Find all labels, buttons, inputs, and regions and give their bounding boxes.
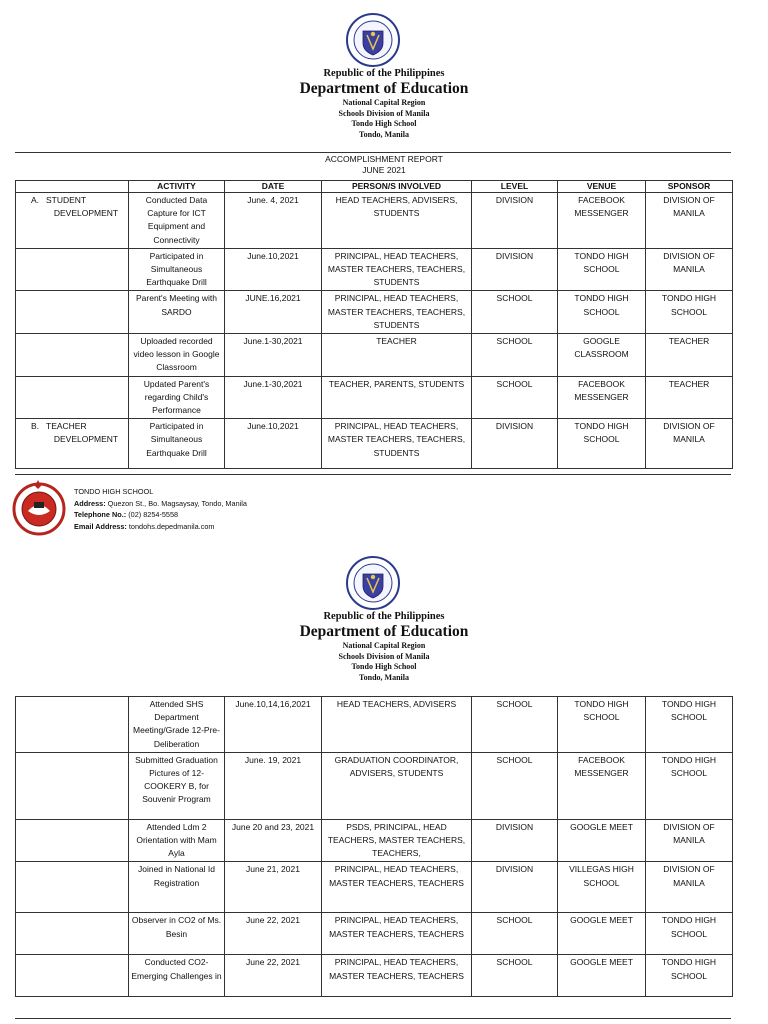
cell-date: June.10,14,16,2021 [225, 697, 322, 753]
cell-sponsor: TONDO HIGH SCHOOL [646, 752, 733, 819]
division-line: Schools Division of Manila [338, 651, 430, 661]
cell-persons: HEAD TEACHERS, ADVISERS, STUDENTS [322, 193, 472, 249]
table-row [16, 819, 733, 862]
cell-persons: PSDS, PRINCIPAL, HEAD TEACHERS, MASTER TEACHERS, TEACHERS, [322, 819, 472, 862]
cell-level: DIVISION [472, 862, 558, 913]
cell-persons: PRINCIPAL, HEAD TEACHERS, MASTER TEACHERS, TEACHERS [322, 913, 472, 955]
cell-date: June.10,2021 [225, 248, 322, 291]
accomplishment-table-page1 [15, 180, 733, 469]
category-letter: B. [30, 421, 40, 432]
cell-persons: TEACHER [322, 334, 472, 377]
cell-level: SCHOOL [472, 334, 558, 377]
deped-seal-logo [346, 13, 400, 67]
cell-persons: PRINCIPAL, HEAD TEACHERS, MASTER TEACHERS, TEACHERS [322, 955, 472, 997]
department-title: Department of Education [299, 80, 469, 97]
cell-venue: FACEBOOK MESSENGER [558, 752, 646, 819]
cell-date: June. 4, 2021 [225, 193, 322, 249]
cell-activity: Observer in CO2 of Ms. Besin [129, 913, 225, 955]
table-row [16, 193, 733, 249]
cell-level: SCHOOL [472, 913, 558, 955]
header-category [16, 181, 129, 193]
cell-date: June 21, 2021 [225, 862, 322, 913]
cell-category [16, 913, 129, 955]
header-sponsor: SPONSOR [646, 181, 733, 193]
cell-activity: Attended SHS Department Meeting/Grade 12-Pre-Deliberation [129, 697, 225, 753]
cell-venue: FACEBOOK MESSENGER [558, 376, 646, 419]
cell-category [16, 862, 129, 913]
address-label: Address: [74, 498, 106, 508]
cell-sponsor: TEACHER [646, 334, 733, 377]
cell-category [16, 697, 129, 753]
tondo-high-school-logo [10, 478, 68, 536]
cell-level: DIVISION [472, 419, 558, 469]
footer-contact-info [74, 486, 247, 532]
cell-venue: GOOGLE MEET [558, 913, 646, 955]
cell-activity: Joined in National Id Registration [129, 862, 225, 913]
cell-level: DIVISION [472, 193, 558, 249]
cell-category [16, 334, 129, 377]
cell-persons: HEAD TEACHERS, ADVISERS [322, 697, 472, 753]
table-row [16, 862, 733, 913]
deped-seal-logo [346, 556, 400, 610]
table-row [16, 376, 733, 419]
header-divider [15, 152, 731, 153]
city-line: Tondo, Manila [359, 672, 409, 682]
cell-activity: Parent's Meeting with SARDO [129, 291, 225, 334]
cell-sponsor: DIVISION OF MANILA [646, 419, 733, 469]
table-row [16, 291, 733, 334]
email-label: Email Address: [74, 521, 127, 531]
table-row [16, 419, 733, 469]
report-title-block [0, 154, 768, 176]
cell-date: June. 19, 2021 [225, 752, 322, 819]
header-level: LEVEL [472, 181, 558, 193]
cell-activity: Submitted Graduation Pictures of 12-COOKERY B, for Souvenir Program [129, 752, 225, 819]
cell-category [16, 955, 129, 997]
letterhead [0, 68, 768, 140]
cell-level: SCHOOL [472, 376, 558, 419]
category-student-development [16, 193, 129, 249]
report-title: ACCOMPLISHMENT REPORT [325, 154, 443, 164]
city-line: Tondo, Manila [359, 129, 409, 139]
table-row [16, 334, 733, 377]
region-line: National Capital Region [342, 641, 426, 650]
cell-venue: VILLEGAS HIGH SCHOOL [558, 862, 646, 913]
page2-footer-divider [15, 1018, 731, 1019]
cell-date: JUNE.16,2021 [225, 291, 322, 334]
cell-sponsor: TONDO HIGH SCHOOL [646, 913, 733, 955]
header-venue: VENUE [558, 181, 646, 193]
cell-sponsor: TONDO HIGH SCHOOL [646, 955, 733, 997]
table-row [16, 913, 733, 955]
cell-venue: GOOGLE MEET [558, 819, 646, 862]
cell-sponsor: TONDO HIGH SCHOOL [646, 697, 733, 753]
footer-school-name: TONDO HIGH SCHOOL [74, 487, 154, 496]
header-persons: PERSON/S INVOLVED [322, 181, 472, 193]
cell-sponsor: DIVISION OF MANILA [646, 193, 733, 249]
cell-persons: PRINCIPAL, HEAD TEACHERS, MASTER TEACHERS, TEACHERS, STUDENTS [322, 291, 472, 334]
cell-persons: GRADUATION COORDINATOR, ADVISERS, STUDENTS [322, 752, 472, 819]
republic-line: Republic of the Philippines [323, 611, 445, 622]
cell-sponsor: DIVISION OF MANILA [646, 248, 733, 291]
cell-date: June.1-30,2021 [225, 376, 322, 419]
cell-venue: TONDO HIGH SCHOOL [558, 697, 646, 753]
header-activity: ACTIVITY [129, 181, 225, 193]
table-row [16, 697, 733, 753]
cell-sponsor: DIVISION OF MANILA [646, 862, 733, 913]
cell-date: June.10,2021 [225, 419, 322, 469]
footer-address: Quezon St., Bo. Magsaysay, Tondo, Manila [107, 498, 247, 508]
cell-activity: Conducted CO2-Emerging Challenges in [129, 955, 225, 997]
table-row [16, 248, 733, 291]
cell-level: DIVISION [472, 248, 558, 291]
cell-persons: PRINCIPAL, HEAD TEACHERS, MASTER TEACHERS, TEACHERS [322, 862, 472, 913]
cell-venue: TONDO HIGH SCHOOL [558, 248, 646, 291]
department-title: Department of Education [299, 623, 469, 640]
cell-activity: Attended Ldm 2 Orientation with Mam Ayla [129, 819, 225, 862]
cell-date: June 20 and 23, 2021 [225, 819, 322, 862]
cell-persons: PRINCIPAL, HEAD TEACHERS, MASTER TEACHERS, TEACHERS, STUDENTS [322, 419, 472, 469]
region-line: National Capital Region [342, 98, 426, 107]
republic-line: Republic of the Philippines [323, 68, 445, 79]
cell-date: June 22, 2021 [225, 913, 322, 955]
cell-level: SCHOOL [472, 697, 558, 753]
cell-level: DIVISION [472, 819, 558, 862]
cell-sponsor: TEACHER [646, 376, 733, 419]
category-letter: A. [30, 195, 40, 205]
cell-venue: GOOGLE MEET [558, 955, 646, 997]
cell-category [16, 752, 129, 819]
category-label-2: DEVELOPMENT [53, 208, 119, 219]
letterhead-page2 [0, 611, 768, 683]
header-date: DATE [225, 181, 322, 193]
cell-activity: Uploaded recorded video lesson in Google Classroom [129, 334, 225, 377]
cell-level: SCHOOL [472, 955, 558, 997]
school-line: Tondo High School [351, 662, 417, 671]
phone-label: Telephone No.: [74, 510, 127, 519]
cell-level: SCHOOL [472, 752, 558, 819]
table-header-row [16, 181, 733, 193]
cell-category [16, 248, 129, 291]
cell-venue: TONDO HIGH SCHOOL [558, 419, 646, 469]
cell-persons: TEACHER, PARENTS, STUDENTS [322, 376, 472, 419]
cell-activity: Participated in Simultaneous Earthquake Drill [129, 248, 225, 291]
cell-sponsor: DIVISION OF MANILA [646, 819, 733, 862]
cell-venue: TONDO HIGH SCHOOL [558, 291, 646, 334]
cell-persons: PRINCIPAL, HEAD TEACHERS, MASTER TEACHERS, TEACHERS, STUDENTS [322, 248, 472, 291]
cell-date: June 22, 2021 [225, 955, 322, 997]
category-label-2: DEVELOPMENT [53, 434, 119, 445]
page-footer [8, 474, 728, 538]
cell-level: SCHOOL [472, 291, 558, 334]
cell-category [16, 819, 129, 862]
footer-phone: (02) 8254-5558 [128, 510, 179, 519]
table-row [16, 752, 733, 819]
table-row [16, 955, 733, 997]
cell-activity: Participated in Simultaneous Earthquake Drill [129, 419, 225, 469]
cell-venue: FACEBOOK MESSENGER [558, 193, 646, 249]
division-line: Schools Division of Manila [338, 108, 430, 118]
category-label: STUDENT [46, 195, 87, 205]
category-label: TEACHER [46, 421, 87, 432]
cell-category [16, 376, 129, 419]
category-teacher-development [16, 419, 129, 469]
cell-sponsor: TONDO HIGH SCHOOL [646, 291, 733, 334]
cell-activity: Updated Parent's regarding Child's Performance [129, 376, 225, 419]
accomplishment-table-page2 [15, 696, 733, 997]
school-line: Tondo High School [351, 119, 417, 128]
cell-date: June.1-30,2021 [225, 334, 322, 377]
footer-email: tondohs.depedmanila.com [128, 521, 215, 531]
cell-activity: Conducted Data Capture for ICT Equipment and Connectivity [129, 193, 225, 249]
report-period: JUNE 2021 [362, 165, 406, 175]
cell-venue: GOOGLE CLASSROOM [558, 334, 646, 377]
cell-category [16, 291, 129, 334]
